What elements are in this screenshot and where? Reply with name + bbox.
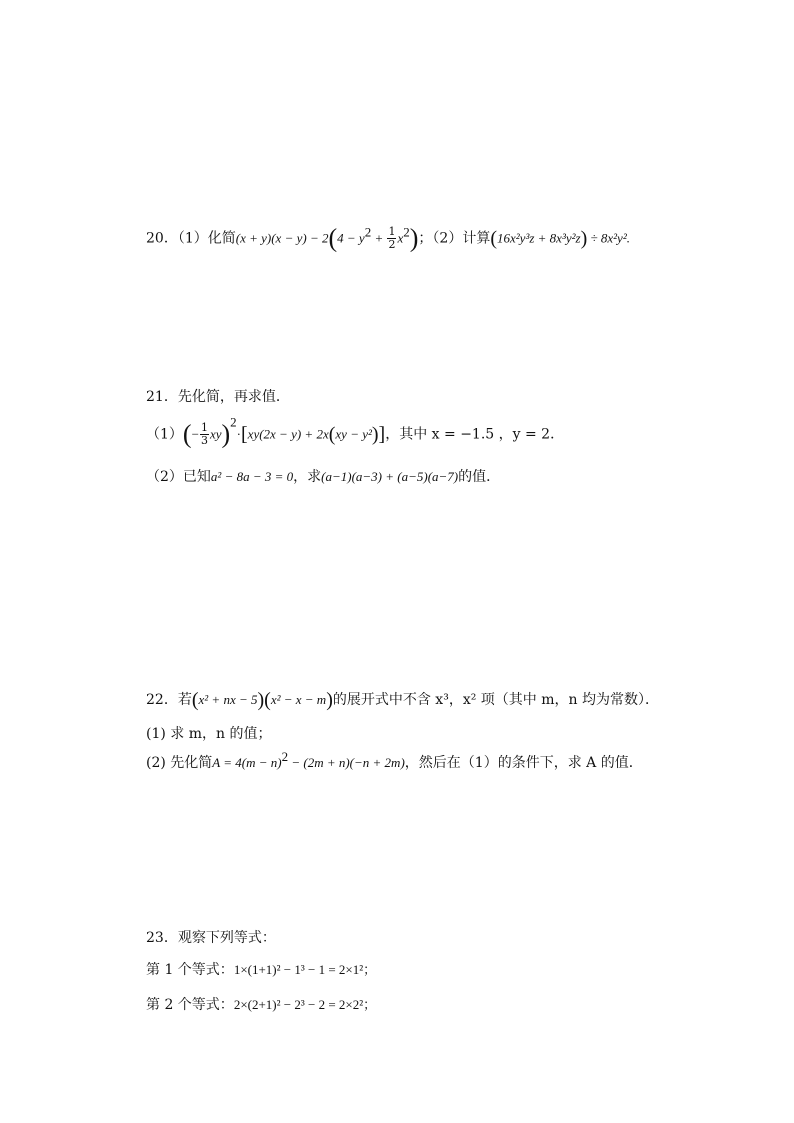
q20-expr1-a: (x + y)(x − y) − 2 — [235, 230, 329, 246]
q21-p2-ask: ，求 — [293, 469, 322, 485]
q21-p2-label: （2）已知 — [146, 469, 211, 485]
q20-expr1-b: 4 − y — [337, 230, 365, 246]
question-20: 20．（1）化简$(x + y)(x - y) - 2(4 - y^2$ + $\frac{1}{2}$ $x^2$)；（2）计算(16x²y³z + 8x³y²z) ÷ 8x²y². — [146, 223, 630, 253]
q21-p2-tail: 的值． — [458, 469, 501, 485]
q21-xy: xy — [209, 426, 222, 442]
q20-expr1-c: + — [371, 230, 387, 246]
q23-eq2-expr: 2×(2+1)² − 2³ − 2 = 2×2²； — [233, 997, 377, 1012]
q22-p2-tail: ，然后在（1）的条件下，求 A 的值． — [404, 755, 643, 771]
q22-e2: x² − x − m — [270, 692, 327, 707]
q21-dot: · — [236, 426, 241, 442]
q22-p2-expr-a: A = 4 — [212, 755, 242, 770]
q23-eq2-label: 第 2 个等式： — [146, 997, 234, 1013]
q21-fraction — [200, 422, 209, 447]
q21-inner-a: xy(2x − y) + 2x — [247, 426, 329, 442]
q22-e1: x² + nx − 5 — [198, 692, 258, 707]
q21-p2-expr: a² − 8a − 3 = 0 — [210, 469, 294, 484]
q20-frac-den: 2 — [388, 238, 396, 251]
question-22-part2: (2) 先化简$A = 4(m - n)^2 - (2m + n)(-n + 2m)$，然后在（1）的条件下，求 A 的值． — [146, 749, 643, 771]
q22-p2-label: (2) 先化简 — [146, 755, 213, 771]
q20-sep: ； — [418, 230, 433, 247]
q20-part1-label: （1）化简 — [177, 230, 236, 247]
q21-p2-expr2: (a−1)(a−3) + (a−5)(a−7) — [321, 469, 459, 484]
q21-frac-den: 3 — [200, 434, 208, 447]
q20-frac-num: 1 — [388, 225, 396, 238]
question-21-part1: （1）(− $\frac{1}{3}$ xy)$^2$·[xy(2x − y) + 2x(xy − y²)]，其中 x = −1.5 ，y = 2． — [146, 414, 565, 449]
q23-eq1-label: 第 1 个等式： — [146, 962, 234, 978]
q20-expr1-d: x — [397, 230, 404, 246]
q21-condition: ，其中 x = −1.5 ，y = 2． — [385, 426, 565, 443]
q22-number: 22．若 — [146, 692, 192, 708]
question-21-part2 — [146, 467, 500, 487]
q23-eq1-expr: 1×(1+1)² − 1³ − 1 = 2×1²； — [233, 962, 377, 977]
question-22-part1: (1) 求 m，n 的值； — [146, 726, 272, 742]
q21-frac-sign: − — [191, 426, 199, 442]
q20-expr2: 16x²y³z + 8x³y²z — [497, 230, 581, 246]
q21-frac-num: 1 — [200, 421, 208, 434]
q22-text1: 的展开式中不含 x³，x² 项（其中 m，n 均为常数）． — [332, 692, 659, 708]
q21-p1-label: （1） — [146, 426, 183, 443]
q20-fraction — [387, 226, 396, 251]
q20-expr2-tail: ÷ 8x²y². — [587, 230, 630, 246]
q20-part2-label: （2）计算 — [432, 230, 491, 247]
q21-inner-b: xy − y² — [335, 426, 372, 442]
question-21-title: 21．先化简，再求值． — [146, 389, 290, 405]
question-23-eq1 — [146, 960, 376, 980]
q20-number: 20． — [146, 230, 178, 247]
question-23-title: 23．观察下列等式： — [146, 930, 276, 946]
question-22: 22．若(x² + nx − 5)(x² − x − m)的展开式中不含 x³，x² 项（其中 m，n 均为常数）． — [146, 689, 659, 711]
question-23-eq2 — [146, 995, 376, 1015]
q22-p2-expr-c: − (2m + n)(−n + 2m) — [288, 755, 405, 770]
q22-p2-expr-b: (m − n) — [241, 755, 282, 770]
